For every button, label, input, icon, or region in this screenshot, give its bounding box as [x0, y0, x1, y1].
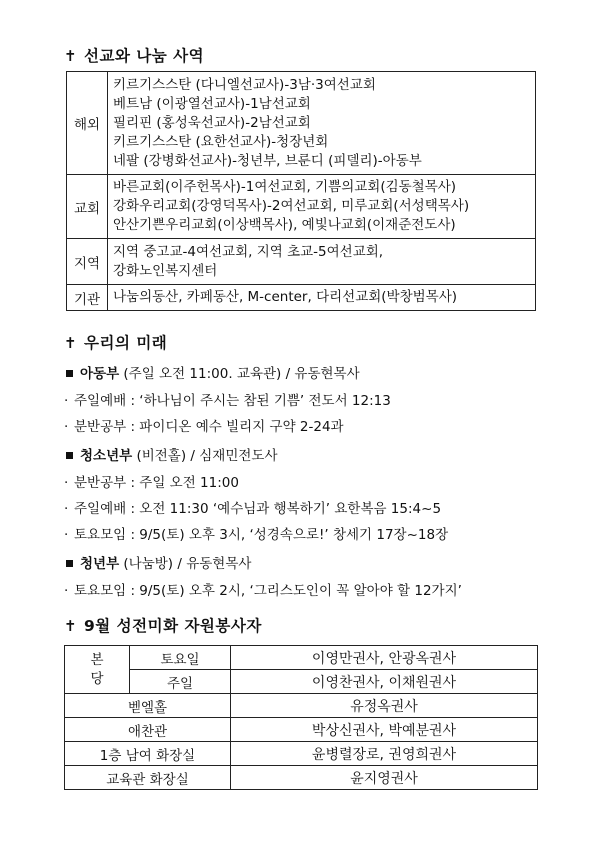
mission-list: 바른교회(이주헌목사)-1여선교회, 기쁨의교회(김동철목사) 강화우리교회(강영덕목사)-2여선교회, 미루교회(서성택목사) 안산기쁜우리교회(이상백목사), 예빛나교회(이재준전도사): [108, 175, 536, 239]
cross-icon: ✝: [64, 617, 78, 635]
place-cell: 벧엘홀: [65, 694, 231, 718]
mission-list: 지역 중고교-4여선교회, 지역 초교-5여선교회, 강화노인복지센터: [108, 239, 536, 285]
place-cell: 토요일: [130, 646, 231, 670]
list-item: · 주일예배 : 오전 11:30 ‘예수님과 행복하기’ 요한복음 15:4~5: [64, 501, 442, 517]
square-bullet-icon: [66, 370, 73, 377]
mission-list: 키르기스스탄 (다니엘선교사)-3남·3여선교회 베트남 (이광열선교사)-1남선교회 필리핀 (홍성욱선교사)-2남선교회 키르기스스탄 (요한선교사)-청장년회 네팔 (강병화선교사)-청년부, 브룬디 (피델리)-아동부: [108, 72, 536, 175]
list-item: · 토요모임 : 9/5(토) 오후 2시, ‘그리스도인이 꼭 알아야 할 12가지’: [64, 583, 462, 599]
list-item: · 분반공부 : 파이디온 예수 빌리지 구약 2-24과: [64, 419, 344, 435]
list-item: · 분반공부 : 주일 오전 11:00: [64, 475, 239, 491]
table-row: [67, 72, 536, 175]
category-cell: 기관: [67, 285, 108, 311]
section-title-volunteers: ✝ 9월 성전미화 자원봉사자: [64, 617, 262, 635]
square-bullet-icon: [66, 560, 73, 567]
volunteer-names: 윤병렬장로, 권영희권사: [231, 742, 538, 766]
section-title-future: ✝ 우리의 미래: [64, 334, 168, 352]
category-cell: 교회: [67, 175, 108, 239]
mission-list: 나눔의동산, 카페동산, M-center, 다리선교회(박창범목사): [108, 285, 536, 311]
table-row: [65, 670, 538, 694]
volunteer-names: 이영만권사, 안광옥권사: [231, 646, 538, 670]
list-item: · 주일예배 : ‘하나님이 주시는 참된 기쁨’ 전도서 12:13: [64, 393, 391, 409]
group-heading-children: 아동부 (주일 오전 11:00. 교육관) / 유동현목사: [64, 362, 360, 382]
table-row: [65, 766, 538, 790]
cross-icon: ✝: [64, 334, 78, 352]
place-cell: 애찬관: [65, 718, 231, 742]
volunteer-names: 이영찬권사, 이채원권사: [231, 670, 538, 694]
place-cell: 주일: [130, 670, 231, 694]
volunteer-names: 유정옥권사: [231, 694, 538, 718]
volunteer-names: 박상신권사, 박예분권사: [231, 718, 538, 742]
volunteer-table: [64, 645, 538, 790]
table-row: [65, 646, 538, 670]
table-row: [67, 239, 536, 285]
group-heading-young-adults: 청년부 (나눔방) / 유동현목사: [64, 552, 251, 572]
place-cell: 교육관 화장실: [65, 766, 231, 790]
section-title-mission: ✝ 선교와 나눔 사역: [64, 47, 205, 65]
table-row: [67, 175, 536, 239]
table-row: [65, 694, 538, 718]
square-bullet-icon: [66, 452, 73, 459]
mission-table: [66, 71, 536, 311]
bondang-cell: 본 당: [65, 646, 130, 694]
group-heading-youth: 청소년부 (비전홀) / 심재민전도사: [64, 444, 278, 464]
cross-icon: ✝: [64, 47, 78, 65]
place-cell: 1층 남여 화장실: [65, 742, 231, 766]
table-row: [65, 742, 538, 766]
category-cell: 지역: [67, 239, 108, 285]
category-cell: 해외: [67, 72, 108, 175]
table-row: [67, 285, 536, 311]
volunteer-names: 윤지영권사: [231, 766, 538, 790]
table-row: [65, 718, 538, 742]
list-item: · 토요모임 : 9/5(토) 오후 3시, ‘성경속으로!’ 창세기 17장~18장: [64, 527, 449, 543]
